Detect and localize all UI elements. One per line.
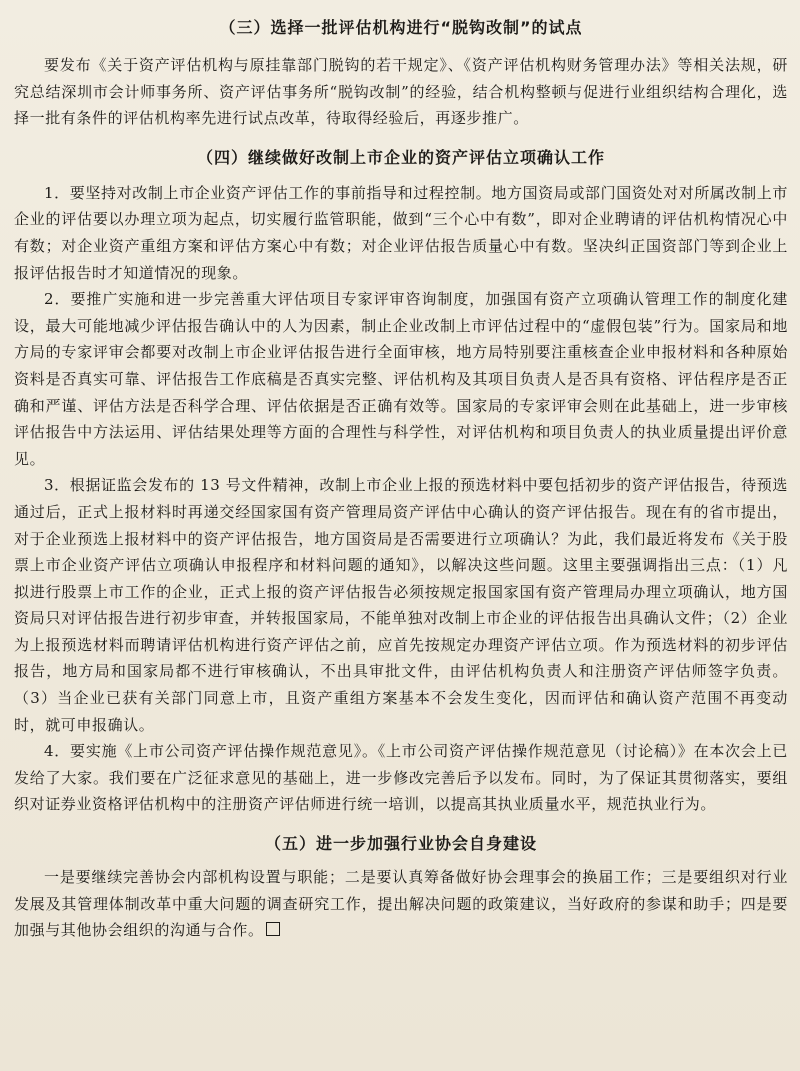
paragraph: 4．要实施《上市公司资产评估操作规范意见》。《上市公司资产评估操作规范意见（讨论稿）》在本次会上已发给了大家。我们要在广泛征求意见的基础上，进一步修改完善后予以发布。同时，为了保证其贯彻落实，要组织对证券业资格评估机构中的注册资产评估师进行统一培训，以提高其执业质量水平，规范执业行为。 <box>14 742 788 814</box>
paragraph: 2．要推广实施和进一步完善重大评估项目专家评审咨询制度，加强国有资产立项确认管理工作的制度化建设，最大可能地减少评估报告确认中的人为因素，制止企业改制上市评估过程中的“虚假包装”行为。国家局和地方局的专家评审会都要对改制上市企业评估报告进行全面审核，地方局特别要注重核查企业申报材料和各种原始资料是否真实可靠、评估报告工作底稿是否真实完整、评估机构及其项目负责人是否具有资格、评估程序是否正确和严谨、评估方法是否科学合理、评估依据是否正确有效等。国家局的专家评审会则在此基础上，进一步审核评估报告中方法运用、评估结果处理等方面的合理性与科学性，对评估机构和项目负责人的执业质量提出评价意见。 <box>14 290 788 468</box>
paragraph: 1．要坚持对改制上市企业资产评估工作的事前指导和过程控制。地方国资局或部门国资处对对所属改制上市企业的评估要以办理立项为起点，切实履行监管职能，做到“三个心中有数”，即对企业聘请的评估机构情况心中有数；对企业资产重组方案和评估方案心中有数；对企业评估报告质量心中有数。坚决纠正国资部门等到企业上报评估报告时才知道情况的现象。 <box>14 183 788 282</box>
section-3 <box>14 12 788 132</box>
paragraph-text: 一是要继续完善协会内部机构设置与职能；二是要认真筹备做好协会理事会的换届工作；三是要组织对行业发展及其管理体制改革中重大问题的调查研究工作，提出解决问题的政策建议，当好政府的参谋和助手；四是要加强与其他协会组织的沟通与合作。 <box>14 868 788 940</box>
section-5 <box>14 828 788 944</box>
section-heading: （五）进一步加强行业协会自身建设 <box>264 834 537 854</box>
section-heading: （三）选择一批评估机构进行“脱钩改制”的试点 <box>219 18 583 37</box>
paragraph <box>14 864 788 944</box>
paragraph: 3．根据证监会发布的 13 号文件精神，改制上市企业上报的预选材料中要包括初步的资产评估报告，待预选通过后，正式上报材料时再递交经国家国有资产管理局资产评估中心确认的资产评估报告。现在有的省市提出，对于企业预选上报材料中的资产评估报告，地方国资局是否需要进行立项确认？为此，我们最近将发布《关于股票上市企业资产评估立项确认申报程序和材料问题的通知》，以解决这些问题。这里主要强调指出三点：（1）凡拟进行股票上市工作的企业，正式上报的资产评估报告必须按规定报国家国有资产管理局办理立项确认，地方国资局只对评估报告进行初步审查，并转报国家局，不能单独对改制上市企业的评估报告出具确认文件；（2）企业为上报预选材料而聘请评估机构进行资产评估之前，应首先按规定办理资产评估立项。作为预选材料的初步评估报告，地方局和国家局都不进行审核确认，不出具审批文件，由评估机构负责人和注册资产评估师签字负责。（3）当企业已获有关部门同意上市，且资产重组方案基本不会发生变化，因而评估和确认资产范围不再变动时，就可申报确认。 <box>14 476 788 734</box>
section-heading: （四）继续做好改制上市企业的资产评估立项确认工作 <box>196 147 605 167</box>
paragraph: 要发布《关于资产评估机构与原挂靠部门脱钩的若干规定》、《资产评估机构财务管理办法》等相关法规，研究总结深圳市会计师事务所、资产评估事务所“脱钩改制”的经验，结合机构整顿与促进行业组织结构合理化，选择一批有条件的评估机构率先进行试点改革，待取得经验后，再逐步推广。 <box>14 56 788 128</box>
end-of-article-mark-icon <box>266 922 280 936</box>
section-4 <box>14 142 788 818</box>
